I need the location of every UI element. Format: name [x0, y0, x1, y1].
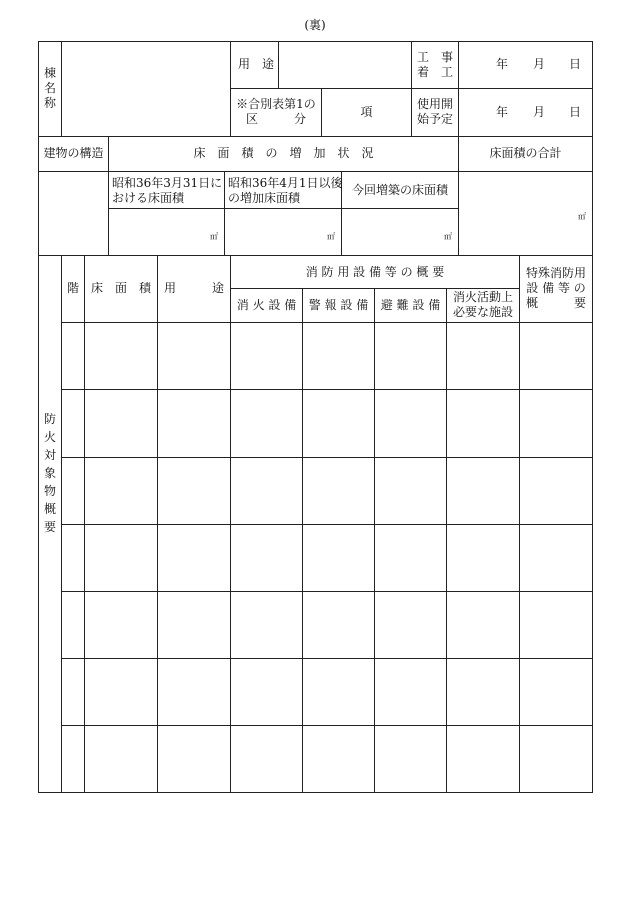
- usage-label: 用 途: [238, 57, 275, 71]
- structure-label: 建物の構造: [43, 146, 104, 160]
- total-floor-area-label: 床面積の合計: [489, 146, 562, 160]
- date2-month: 月: [533, 105, 546, 119]
- classification-label-1: ※合別表第1の: [236, 97, 316, 111]
- col-evacuation: 避 難 設 備: [380, 298, 441, 312]
- classification-label-2: 区 分: [245, 112, 306, 126]
- usage-field[interactable]: [279, 42, 410, 88]
- col-special-3: 概 要: [525, 296, 586, 310]
- col-firefighting-2: 必要な施設: [452, 305, 513, 319]
- col-extinguishing: 消 火 設 備: [236, 298, 297, 312]
- unit-total: ㎡: [578, 212, 586, 221]
- use-start-label-1: 使用開: [416, 97, 453, 111]
- col-floor: 階: [66, 281, 79, 295]
- col-special-1: 特殊消防用: [525, 266, 586, 280]
- construction-start-label-2: 着 工: [416, 65, 453, 79]
- page-caption: (裏): [304, 18, 326, 32]
- date1-year: 年: [496, 57, 509, 71]
- date2-year: 年: [496, 105, 509, 119]
- period2-label-1: 昭和36年4月1日以後: [228, 176, 343, 190]
- col-alarm: 警 報 設 備: [308, 298, 369, 312]
- date2-day: 日: [569, 105, 582, 119]
- period1-label-2: おける床面積: [112, 191, 185, 205]
- period2-label-2: の増加床面積: [228, 191, 301, 205]
- building-name-label: 棟名称: [43, 66, 56, 110]
- floor-area-increase-label: 床 面 積 の 増 加 状 況: [193, 146, 374, 160]
- period1-label-1: 昭和36年3月31日に: [112, 176, 223, 190]
- unit-period1: ㎡: [210, 232, 218, 241]
- col-floor-area: 床 面 積: [90, 281, 151, 295]
- col-usage: 用 途: [163, 281, 224, 295]
- construction-start-label-1: 工 事: [416, 50, 453, 64]
- col-special-2: 設 備 等 の: [526, 281, 586, 295]
- fire-object-side-label: 防火対象物概要: [43, 412, 56, 534]
- unit-period3: ㎡: [444, 232, 452, 241]
- date1-month: 月: [533, 57, 546, 71]
- period3-label: 今回増築の床面積: [351, 183, 448, 197]
- use-start-label-2: 始予定: [416, 112, 453, 126]
- col-firefighting-1: 消火活動上: [452, 290, 513, 304]
- unit-period2: ㎡: [327, 232, 335, 241]
- equipment-header: 消 防 用 設 備 等 の 概 要: [305, 265, 445, 279]
- item-label: 項: [360, 105, 373, 119]
- date1-day: 日: [569, 57, 582, 71]
